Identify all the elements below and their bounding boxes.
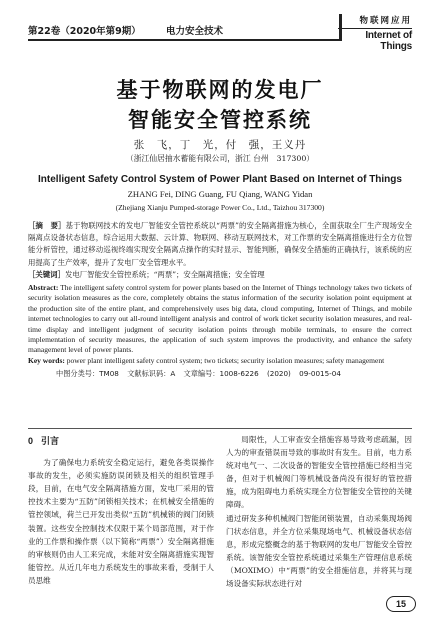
doc-code-label: 文献标识码：	[127, 369, 171, 379]
section-title: 引言	[41, 437, 60, 447]
keywords-en	[28, 356, 412, 366]
keywords-cn	[28, 269, 412, 281]
classification-line	[28, 368, 412, 380]
abstract-cn-text: 基于物联网技术的发电厂智能安全管控系统以“两票”的安全隔离措施为核心，全面获取全厂生产现场安全隔离点设备状态信息，综合运用大数据、云计算、物联网、移动互联网技术，对工作票的安全隔离措施进行全方位智能分析管控，通过移动巡视终端实现安全隔离点操作的实时显示、智能判断，确保安全措施的正确执行，该系统的应用提高了生产效率，提升了发电厂安全管理水平。	[28, 221, 412, 267]
abstract-cn-label: ［摘 要］	[28, 221, 66, 230]
keywords-en-text: power plant intelligent safety control system; two tickets; security isolation measures; safety management	[66, 355, 385, 365]
volume-label: 第22卷（2020年第9期）	[28, 26, 141, 37]
section-divider	[28, 428, 412, 429]
keywords-en-label: Key words:	[28, 355, 65, 365]
clc-value: TM08	[99, 369, 119, 379]
article-no-value: 1008-6226 (2020) 09-0015-04	[219, 369, 341, 379]
authors-en: ZHANG Fei, DING Guang, FU Qiang, WANG Yidan	[127, 189, 313, 199]
body-column-right	[226, 433, 412, 590]
article-no-label: 文章编号：	[183, 369, 220, 379]
title-cn-line2: 智能安全管控系统	[128, 107, 312, 132]
abstract-en-text: The intelligent safety control system for power plants based on the Internet of Things technology takes two tickets of security isolation measures as the core, completely obtains the status information of the security isolation point equipment at the production site of the entire plant, and comprehensively uses big data, cloud computing, Internet of Things, and mobile internet technologies to carry out all-round intelligent analysis and control of work ticket security isolation measures, and real-time display and intelligent judgment of security isolation points through mobile terminals, to ensure the correct implementation of security measures, the application of such system improves the productivity, and enhance the safety management level of power plants.	[28, 283, 412, 355]
doc-code-value: A	[170, 369, 176, 379]
title-cn-line1: 基于物联网的发电厂	[116, 77, 324, 102]
abstract-en-label: Abstract:	[28, 283, 59, 293]
section-number: 0	[28, 436, 34, 446]
affiliation-cn: （浙江仙居抽水蓄能有限公司，浙江 台州 317300）	[125, 154, 315, 163]
column-label-cn: 物联网应用	[359, 16, 412, 26]
body-paragraph-right: 局限性，人工审查安全措施容易导致考虑疏漏，因人为的审查错误而导致的事故时有发生。目前，电力系统对电气一、二次设备的智能安全管控措施已经相当完备，但对于机械阀门等机械设备尚没有很好的管控措施，成为阻碍电力系统实现全方位智能安全管控的关键障碍。 通过研发多种机械阀门智能闭锁装置，自动采集现场阀门状态信息，并全方位采集现场电气、机械设备状态信息，形成完整概念的基于物联网的发电厂智能安全管控系统。该智能安全管控系统通过采集生产管理信息系统（MOXIMO）中“两票”的安全措施信息，并将其与现场设备实际状态进行对	[226, 435, 412, 589]
title-en: Intelligent Safety Control System of Power Plant Based on Internet of Things	[38, 174, 402, 185]
column-label-en: Internet of Things	[338, 28, 412, 52]
keywords-cn-label: ［关键词］	[28, 269, 65, 279]
body-column-left	[28, 433, 214, 587]
authors-cn: 张 飞，丁 光，付 强，王义丹	[133, 139, 307, 151]
running-header	[28, 14, 412, 52]
affiliation-en: (Zhejiang Xianju Pumped-storage Power Co., Ltd., Taizhou 317300)	[115, 203, 325, 212]
header-rule	[28, 39, 342, 41]
section-heading	[28, 435, 214, 449]
keywords-cn-text: 发电厂智能安全管控系统；“两票”；安全隔离措施；安全管理	[64, 269, 265, 279]
page-number: 15	[386, 596, 416, 612]
abstract-block	[28, 220, 412, 380]
abstract-en	[28, 283, 412, 356]
journal-name: 电力安全技术	[166, 26, 224, 37]
column-label	[338, 14, 412, 52]
clc-label: 中图分类号：	[56, 369, 100, 379]
body-paragraph-left: 为了确保电力系统安全稳定运行，避免各类误操作事故的发生，必须实施防误闭锁及相关的组织管理手段，目前，在电气安全隔离措施方面，发电厂采用的管控技术主要为“五防”闭锁相关技术；在机械安全措施的管控领域，荷兰已开发出类似“五防”机械锁的阀门闭锁装置。这些安全控制技术仅限于某个局部范围，对于作业的工作票和操作票（以下简称“两票”）安全隔离措施的审核则仍由人工来完成，未能对安全隔离措施实现智能管控。从近几年电力系统发生的事故来看，受制于人员思维	[28, 458, 214, 585]
abstract-cn	[28, 220, 412, 269]
